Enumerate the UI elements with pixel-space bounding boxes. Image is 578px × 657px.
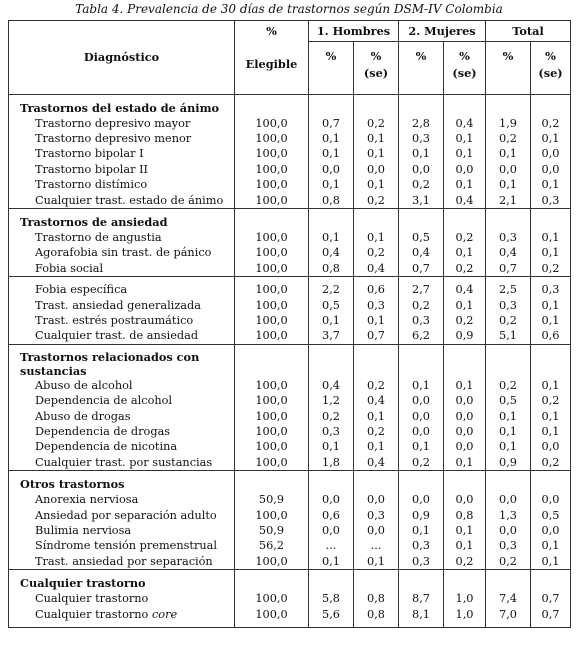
table-row <box>9 393 571 408</box>
cell-value: 0,2 <box>486 313 531 328</box>
row-label: Anorexia nerviosa <box>35 493 139 507</box>
table-row <box>9 378 571 393</box>
cell-value: 5,8 <box>309 591 354 606</box>
cell-value: 0,2 <box>399 455 444 471</box>
cell-value: 0,1 <box>486 146 531 161</box>
row-label: Dependencia de drogas <box>35 425 171 438</box>
cell-value: 0,1 <box>486 409 531 424</box>
row-label: Cualquier trast. por sustancias <box>35 455 213 469</box>
cell-value: 0,1 <box>399 523 444 538</box>
cell-value: 5,6 <box>309 607 354 622</box>
cell-value: 0,1 <box>399 439 444 454</box>
cell-value: 0,7 <box>309 116 354 131</box>
cell-value: 0,2 <box>531 261 571 277</box>
table-row <box>9 591 571 606</box>
cell-value: 0,0 <box>354 523 399 538</box>
cell-value: 0,2 <box>399 177 444 192</box>
table-row <box>9 261 571 277</box>
row-label: Trast. ansiedad por separación <box>35 554 213 568</box>
cell-value: 0,1 <box>354 313 399 328</box>
cell-value: 0,4 <box>354 393 399 408</box>
cell-value: 0,1 <box>354 177 399 192</box>
row-label: Cualquier trast. estado de ánimo <box>35 193 224 207</box>
cell-value: 1,3 <box>486 508 531 523</box>
table-row <box>9 230 571 245</box>
section-header-row <box>9 575 571 591</box>
cell-value: 0,0 <box>444 439 486 454</box>
header-mujeres-se: % (se) <box>444 42 486 95</box>
cell-value: 0,1 <box>531 131 571 146</box>
cell-value: 6,2 <box>399 328 444 344</box>
row-label: Trast. ansiedad generalizada <box>35 298 201 312</box>
cell-value: 100,0 <box>235 230 309 245</box>
cell-value: 0,1 <box>531 554 571 570</box>
cell-value: 1,8 <box>309 455 354 471</box>
row-label: Dependencia de nicotina <box>35 440 178 454</box>
cell-value: 0,4 <box>354 455 399 471</box>
row-label: Cualquier trast. de ansiedad <box>35 329 199 343</box>
cell-value: 0,1 <box>531 230 571 245</box>
cell-value: 0,1 <box>309 439 354 454</box>
cell-value: 0,1 <box>354 439 399 454</box>
row-label: Trastorno depresivo menor <box>35 131 192 145</box>
cell-value: 100,0 <box>235 116 309 131</box>
cell-value: 0,5 <box>399 230 444 245</box>
header-mujeres: 2. Mujeres <box>399 21 486 42</box>
cell-value: 0,3 <box>399 538 444 553</box>
cell-value: 0,5 <box>486 393 531 408</box>
cell-value: 0,4 <box>309 245 354 260</box>
cell-value: 0,8 <box>354 591 399 606</box>
cell-value: 0,2 <box>354 424 399 439</box>
cell-value: 100,0 <box>235 298 309 313</box>
cell-value: ... <box>309 538 354 553</box>
row-label: Síndrome tensión premenstrual <box>35 539 217 553</box>
cell-value: 0,4 <box>309 378 354 393</box>
cell-value: 0,0 <box>354 162 399 177</box>
cell-value: 0,1 <box>531 378 571 393</box>
cell-value: 0,2 <box>354 116 399 131</box>
cell-value: 0,1 <box>531 245 571 260</box>
cell-value: 0,1 <box>309 146 354 161</box>
cell-value: 8,1 <box>399 607 444 622</box>
cell-value: 7,0 <box>486 607 531 622</box>
cell-value: 0,2 <box>309 409 354 424</box>
cell-value: 0,1 <box>444 538 486 553</box>
header-total-pct: % <box>486 42 531 95</box>
cell-value: 56,2 <box>235 538 309 553</box>
row-label: Fobia específica <box>35 283 128 297</box>
cell-value: 100,0 <box>235 409 309 424</box>
header-elegible: Elegible <box>235 42 309 95</box>
cell-value: 0,4 <box>354 261 399 277</box>
cell-value: 0,4 <box>486 245 531 260</box>
cell-value: 100,0 <box>235 282 309 297</box>
cell-value: 0,3 <box>399 554 444 570</box>
cell-value: 0,0 <box>444 409 486 424</box>
cell-value: 50,9 <box>235 492 309 507</box>
cell-value: 0,2 <box>444 230 486 245</box>
cell-value: 0,0 <box>531 146 571 161</box>
row-label: Dependencia de alcohol <box>35 394 173 408</box>
cell-value: 0,9 <box>486 455 531 471</box>
cell-value: 0,6 <box>354 282 399 297</box>
section-header-row <box>9 476 571 492</box>
table-row <box>9 523 571 538</box>
cell-value: 0,1 <box>486 439 531 454</box>
prevalence-table <box>8 20 571 628</box>
cell-value: 0,8 <box>444 508 486 523</box>
cell-value: 0,2 <box>354 245 399 260</box>
cell-value: 0,1 <box>309 131 354 146</box>
row-label: Ansiedad por separación adulto <box>35 508 217 522</box>
cell-value: 0,1 <box>309 554 354 570</box>
cell-value: 0,4 <box>444 282 486 297</box>
cell-value: 0,2 <box>354 378 399 393</box>
table-row <box>9 298 571 313</box>
cell-value: 0,7 <box>486 261 531 277</box>
cell-value: 100,0 <box>235 146 309 161</box>
table-row <box>9 538 571 553</box>
cell-value: 0,1 <box>486 424 531 439</box>
cell-value: 0,7 <box>531 591 571 606</box>
cell-value: 0,1 <box>354 230 399 245</box>
cell-value: 0,7 <box>354 328 399 344</box>
cell-value: 100,0 <box>235 245 309 260</box>
section-title: Otros trastornos <box>20 477 125 492</box>
section-title: Trastornos de ansiedad <box>20 214 168 229</box>
cell-value: 0,0 <box>486 162 531 177</box>
cell-value: 1,0 <box>444 591 486 606</box>
header-row-1 <box>9 21 571 42</box>
header-diagnostico: Diagnóstico <box>9 21 235 95</box>
cell-value: 1,2 <box>309 393 354 408</box>
cell-value: ... <box>354 538 399 553</box>
row-label: Trast. estrés postraumático <box>35 313 194 327</box>
cell-value: 7,4 <box>486 591 531 606</box>
section-header-row <box>9 214 571 230</box>
cell-value: 0,9 <box>444 328 486 344</box>
table-row <box>9 282 571 297</box>
table-row <box>9 116 571 131</box>
section-title: Trastornos relacionados con sustancias <box>20 349 200 378</box>
cell-value: 0,2 <box>444 313 486 328</box>
cell-value: 100,0 <box>235 607 309 622</box>
cell-value: 100,0 <box>235 439 309 454</box>
table-row <box>9 146 571 161</box>
table-row <box>9 439 571 454</box>
cell-value: 0,6 <box>309 508 354 523</box>
table-row <box>9 313 571 328</box>
cell-value: 0,3 <box>486 230 531 245</box>
cell-value: 0,1 <box>444 146 486 161</box>
cell-value: 0,8 <box>309 261 354 277</box>
cell-value: 5,1 <box>486 328 531 344</box>
cell-value: 0,1 <box>309 313 354 328</box>
cell-value: 100,0 <box>235 378 309 393</box>
cell-value: 0,1 <box>354 554 399 570</box>
cell-value: 0,1 <box>531 424 571 439</box>
cell-value: 0,0 <box>309 492 354 507</box>
row-label: Abuso de drogas <box>35 409 131 423</box>
cell-value: 0,2 <box>354 193 399 209</box>
cell-value: 0,2 <box>444 261 486 277</box>
cell-value: 0,1 <box>444 298 486 313</box>
header-total: Total <box>486 21 571 42</box>
cell-value: 0,3 <box>486 538 531 553</box>
section-title: Trastornos del estado de ánimo <box>20 100 220 115</box>
table-row <box>9 162 571 177</box>
section-header-row <box>9 100 571 116</box>
table-row <box>9 131 571 146</box>
cell-value: 0,1 <box>399 378 444 393</box>
table-row <box>9 245 571 260</box>
cell-value: 100,0 <box>235 591 309 606</box>
cell-value: 0,3 <box>399 131 444 146</box>
cell-value: 0,0 <box>531 439 571 454</box>
row-label: Trastorno bipolar I <box>35 147 144 161</box>
cell-value: 2,2 <box>309 282 354 297</box>
table-row <box>9 455 571 471</box>
cell-value: 0,7 <box>399 261 444 277</box>
cell-value: 0,0 <box>444 424 486 439</box>
cell-value: 0,1 <box>309 177 354 192</box>
cell-value: 0,0 <box>399 492 444 507</box>
cell-value: 100,0 <box>235 313 309 328</box>
cell-value: 0,0 <box>309 523 354 538</box>
table-row <box>9 409 571 424</box>
cell-value: 0,2 <box>531 393 571 408</box>
cell-value: 2,8 <box>399 116 444 131</box>
cell-value: 0,7 <box>531 607 571 622</box>
cell-value: 0,3 <box>531 282 571 297</box>
cell-value: 0,1 <box>531 298 571 313</box>
table-row <box>9 193 571 209</box>
cell-value: 0,1 <box>444 378 486 393</box>
cell-value: 0,2 <box>444 554 486 570</box>
cell-value: 0,1 <box>531 538 571 553</box>
row-label: Trastorno bipolar II <box>35 162 149 176</box>
cell-value: 2,7 <box>399 282 444 297</box>
cell-value: 100,0 <box>235 424 309 439</box>
cell-value: 0,0 <box>399 162 444 177</box>
cell-value: 100,0 <box>235 261 309 277</box>
cell-value: 0,1 <box>309 230 354 245</box>
cell-value: 2,1 <box>486 193 531 209</box>
header-hombres-pct: % <box>309 42 354 95</box>
table-row <box>9 328 571 344</box>
cell-value: 0,3 <box>309 424 354 439</box>
header-hombres: 1. Hombres <box>309 21 399 42</box>
cell-value: 0,2 <box>399 298 444 313</box>
cell-value: 100,0 <box>235 131 309 146</box>
cell-value: 0,0 <box>444 492 486 507</box>
cell-value: 0,0 <box>444 393 486 408</box>
cell-value: 0,0 <box>531 523 571 538</box>
cell-value: 100,0 <box>235 508 309 523</box>
cell-value: 0,0 <box>531 492 571 507</box>
section-title: Cualquier trastorno <box>20 576 146 591</box>
cell-value: 0,4 <box>444 193 486 209</box>
cell-value: 0,0 <box>399 424 444 439</box>
cell-value: 100,0 <box>235 554 309 570</box>
row-label: Trastorno de angustia <box>35 230 162 244</box>
cell-value: 100,0 <box>235 177 309 192</box>
header-total-se: % (se) <box>531 42 571 95</box>
cell-value: 100,0 <box>235 193 309 209</box>
cell-value: 0,0 <box>486 492 531 507</box>
cell-value: 0,3 <box>531 193 571 209</box>
cell-value: 8,7 <box>399 591 444 606</box>
cell-value: 0,4 <box>444 116 486 131</box>
header-elegible-pct: % <box>235 21 309 42</box>
cell-value: 0,5 <box>309 298 354 313</box>
table-row <box>9 424 571 439</box>
header-mujeres-pct: % <box>399 42 444 95</box>
row-label: Abuso de alcohol <box>35 378 133 392</box>
cell-value: 0,2 <box>486 378 531 393</box>
cell-value: 0,9 <box>399 508 444 523</box>
cell-value: 100,0 <box>235 328 309 344</box>
cell-value: 0,1 <box>444 523 486 538</box>
cell-value: 0,1 <box>444 245 486 260</box>
cell-value: 0,8 <box>354 607 399 622</box>
cell-value: 0,1 <box>444 177 486 192</box>
cell-value: 0,1 <box>354 409 399 424</box>
cell-value: 0,1 <box>531 409 571 424</box>
cell-value: 0,8 <box>309 193 354 209</box>
cell-value: 0,1 <box>444 131 486 146</box>
table-row <box>9 177 571 192</box>
cell-value: 100,0 <box>235 455 309 471</box>
row-label: Bulimia nerviosa <box>35 524 132 538</box>
table-caption: Tabla 4. Prevalencia de 30 días de trastornos según DSM-IV Colombia <box>75 2 503 16</box>
cell-value: 0,0 <box>531 162 571 177</box>
cell-value: 0,1 <box>399 146 444 161</box>
header-hombres-se: % (se) <box>354 42 399 95</box>
cell-value: 0,2 <box>486 554 531 570</box>
cell-value: 50,9 <box>235 523 309 538</box>
cell-value: 0,4 <box>399 245 444 260</box>
cell-value: 0,2 <box>531 455 571 471</box>
cell-value: 0,5 <box>531 508 571 523</box>
row-label: Trastorno depresivo mayor <box>35 116 191 130</box>
cell-value: 0,1 <box>531 313 571 328</box>
cell-value: 0,0 <box>309 162 354 177</box>
cell-value: 0,3 <box>399 313 444 328</box>
cell-value: 0,1 <box>354 131 399 146</box>
cell-value: 0,6 <box>531 328 571 344</box>
cell-value: 1,9 <box>486 116 531 131</box>
cell-value: 0,3 <box>354 298 399 313</box>
table-body <box>9 94 571 628</box>
cell-value: 0,2 <box>531 116 571 131</box>
table-row <box>9 508 571 523</box>
table-row <box>9 607 571 622</box>
cell-value: 0,2 <box>486 131 531 146</box>
cell-value: 0,0 <box>399 393 444 408</box>
row-label: Trastorno distímico <box>35 178 148 192</box>
cell-value: 0,1 <box>486 177 531 192</box>
cell-value: 0,0 <box>354 492 399 507</box>
cell-value: 0,1 <box>531 177 571 192</box>
table-row <box>9 554 571 570</box>
table-row <box>9 492 571 507</box>
cell-value: 0,0 <box>486 523 531 538</box>
row-label: Cualquier trastorno <box>35 592 149 606</box>
cell-value: 0,3 <box>486 298 531 313</box>
cell-value: 0,0 <box>444 162 486 177</box>
cell-value: 2,5 <box>486 282 531 297</box>
cell-value: 3,1 <box>399 193 444 209</box>
row-label <box>9 607 235 622</box>
cell-value: 0,0 <box>399 409 444 424</box>
cell-value: 100,0 <box>235 162 309 177</box>
row-label: Fobia social <box>35 261 104 275</box>
row-label: Agorafobia sin trast. de pánico <box>35 246 212 260</box>
cell-value: 3,7 <box>309 328 354 344</box>
cell-value: 0,1 <box>354 146 399 161</box>
cell-value: 1,0 <box>444 607 486 622</box>
cell-value: 0,3 <box>354 508 399 523</box>
cell-value: 100,0 <box>235 393 309 408</box>
cell-value: 0,1 <box>444 455 486 471</box>
section-header-row <box>9 350 571 378</box>
row-label-main: Cualquier trastorno <box>35 607 152 621</box>
row-label-emphasis: core <box>151 607 178 621</box>
